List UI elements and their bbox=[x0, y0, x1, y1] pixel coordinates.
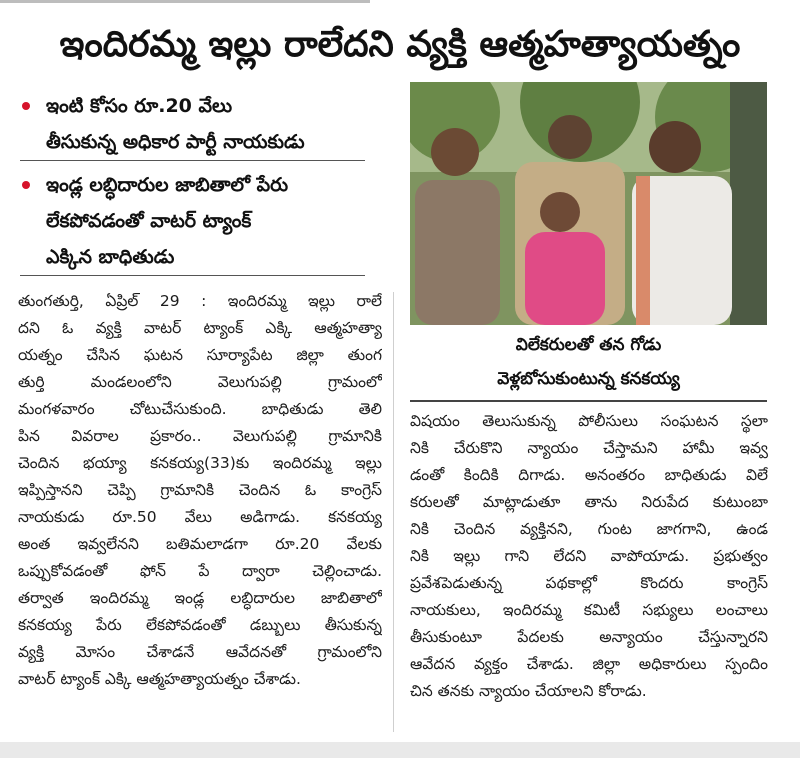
article-line: తుర్తి మండలంలోని వెలుగుపల్లి గ్రామంలో bbox=[18, 373, 382, 391]
article-line: ప్రవేశపెడుతున్న పథకాల్లో కొందరు కాంగ్రెస్ bbox=[410, 574, 768, 592]
caption-line: విలేకరులతో తన గోడు bbox=[515, 335, 662, 355]
article-line: ఒప్పుకోవడంతో ఫోన్ పే ద్వారా చెల్లించాడు. bbox=[18, 562, 382, 580]
article-line: కరులతో మాట్లాడుతూ తాను నిరుపేద కుటుంబా bbox=[410, 493, 768, 511]
article-column-right bbox=[410, 408, 768, 705]
article-line: నికి చేరుకొని న్యాయం చేస్తామని హామీ ఇవ్వ bbox=[410, 439, 768, 457]
article-line: యత్నం చేసిన ఘటన సూర్యాపేట జిల్లా తుంగ bbox=[18, 346, 382, 364]
article-line: మంగళవారం చోటుచేసుకుంది. బాధితుడు తెలి bbox=[18, 400, 382, 418]
caption-line: వెళ్లబోసుకుంటున్న కనకయ్య bbox=[497, 369, 680, 389]
highlight-item bbox=[20, 88, 365, 161]
article-line: చిన తనకు న్యాయం చేయాలని కోరాడు. bbox=[410, 682, 647, 700]
news-photo bbox=[410, 82, 767, 325]
headline: ఇందిరమ్మ ఇల్లు రాలేదని వ్యక్తి ఆత్మహత్యాయత్నం bbox=[59, 24, 741, 65]
article-line: విషయం తెలుసుకున్న పోలీసులు సంఘటన స్థలా bbox=[410, 412, 768, 430]
article-column-left bbox=[18, 288, 382, 693]
highlight-line: తీసుకున్న అధికార పార్టీ నాయకుడు bbox=[46, 131, 305, 153]
article-line: వ్యక్తి మోసం చేశాడనే ఆవేదనతో గ్రామంలోని bbox=[18, 643, 382, 661]
article-line: తుంగతుర్తి, ఏప్రిల్ 29 : ఇందిరమ్మ ఇల్లు రాలే bbox=[18, 292, 382, 310]
photo-caption bbox=[410, 328, 767, 402]
bottom-bar bbox=[0, 742, 800, 758]
article-line: ఇప్పిస్తానని చెప్పి గ్రామానికి చెందిన ఓ కాంగ్రెస్ bbox=[18, 481, 382, 499]
highlight-line: ఇంటి కోసం రూ.20 వేలు bbox=[46, 95, 233, 117]
bullet-dot-icon bbox=[22, 102, 30, 110]
top-rule bbox=[0, 0, 370, 3]
article-line: పిన వివరాల ప్రకారం.. వెలుగుపల్లి గ్రామానికి bbox=[18, 427, 382, 445]
highlight-line: ఇండ్ల లబ్ధిదారుల జాబితాలో పేరు bbox=[46, 174, 289, 196]
highlight-line: లేకపోవడంతో వాటర్ ట్యాంక్ bbox=[46, 210, 252, 232]
highlights bbox=[20, 88, 365, 282]
article-line: ఆవేదన వ్యక్తం చేశాడు. జిల్లా అధికారులు స్పందిం bbox=[410, 655, 768, 673]
article-line: వాటర్ ట్యాంక్ ఎక్కి ఆత్మహత్యాయత్నం చేశాడు. bbox=[18, 670, 301, 688]
article-line: నాయకులు, ఇందిరమ్మ కమిటీ సభ్యులు లంచాలు bbox=[410, 601, 768, 619]
news-photo-illustration bbox=[410, 82, 767, 325]
article-line: అంత ఇవ్వలేనని బతిమలాడగా రూ.20 వేలకు bbox=[18, 535, 382, 553]
article-line: నాయకుడు రూ.50 వేలు అడిగాడు. కనకయ్య bbox=[18, 508, 382, 526]
column-divider bbox=[393, 292, 394, 732]
article-line: దని ఓ వ్యక్తి వాటర్ ట్యాంక్ ఎక్కి ఆత్మహత్యా bbox=[18, 319, 382, 337]
article-line: డంతో కిందికి దిగాడు. అనంతరం బాధితుడు విలే bbox=[410, 466, 768, 484]
article-line: తర్వాత ఇందిరమ్మ ఇండ్ల లబ్ధిదారుల జాబితాలో bbox=[18, 589, 382, 607]
highlight-line: ఎక్కిన బాధితుడు bbox=[46, 246, 175, 268]
article-line: నికి ఇల్లు గాని లేదని వాపోయాడు. ప్రభుత్వం bbox=[410, 547, 768, 565]
highlight-item bbox=[20, 167, 365, 276]
article-line: కనకయ్య పేరు లేకపోవడంతో డబ్బులు తీసుకున్న bbox=[18, 616, 382, 634]
article-line: చెందిన భయ్యా కనకయ్య(33)కు ఇందిరమ్మ ఇల్లు bbox=[18, 454, 382, 472]
bullet-dot-icon bbox=[22, 181, 30, 189]
article-line: తీసుకుంటూ పేదలకు అన్యాయం చేస్తున్నారని bbox=[410, 628, 768, 646]
article-line: నికి చెందిన వ్యక్తినని, గుంట జాగగాని, ఉండ bbox=[410, 520, 768, 538]
